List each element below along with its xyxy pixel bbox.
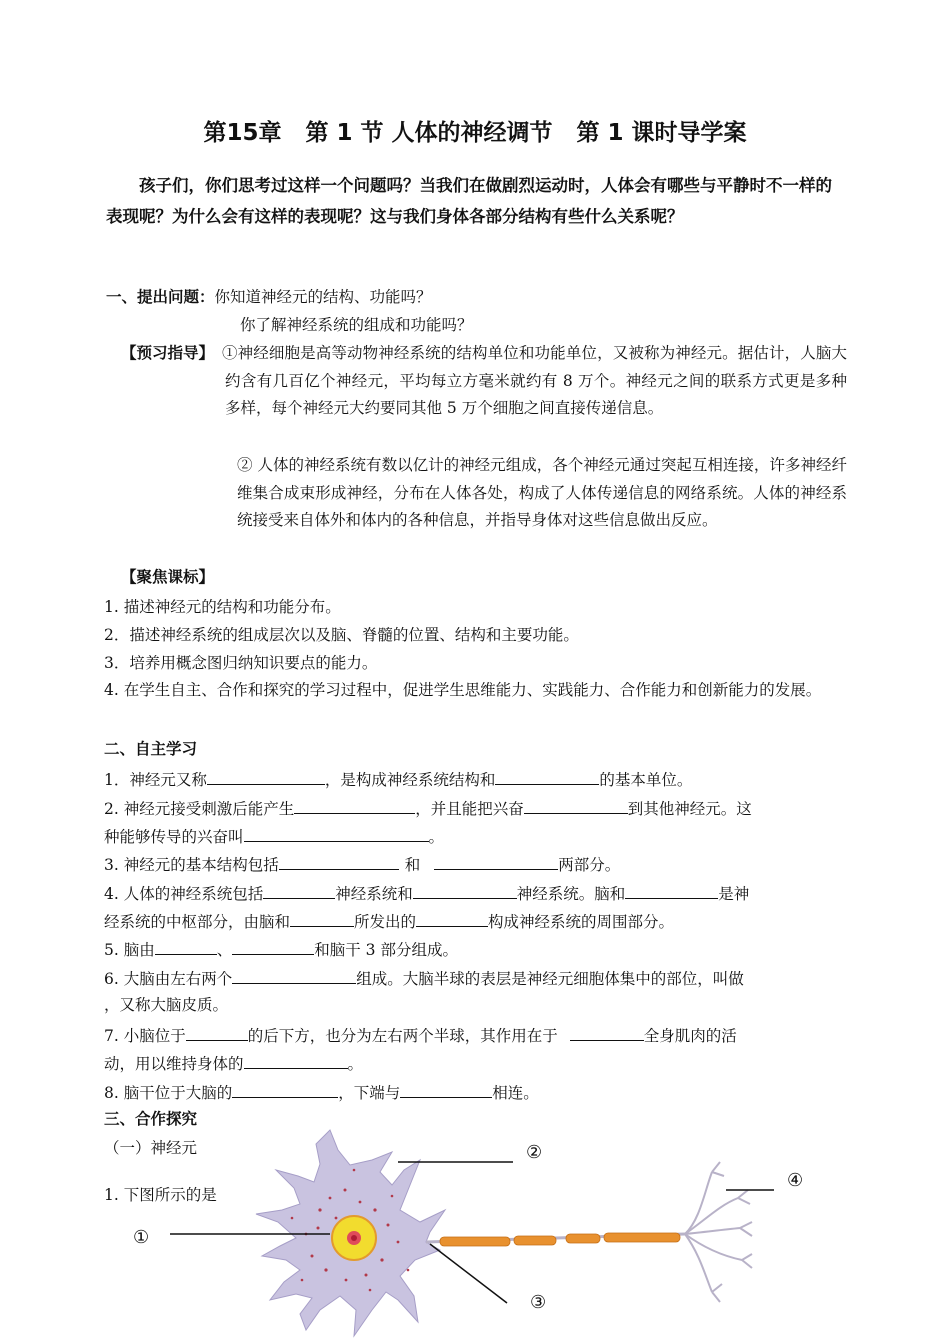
question-6-cont: ，又称大脑皮质。 bbox=[104, 996, 229, 1014]
answer-blank[interactable] bbox=[413, 882, 517, 899]
section1-question-row bbox=[106, 287, 432, 307]
question-4-cont: 经系统的中枢部分，由脑和 所发出的 构成神经系统的周围部分。 bbox=[104, 910, 674, 932]
section1-heading: 一、提出问题： bbox=[106, 288, 215, 306]
answer-blank[interactable] bbox=[244, 1052, 348, 1069]
label-2: ② bbox=[526, 1142, 543, 1163]
section1-q2: 你了解神经系统的组成和功能吗？ bbox=[240, 316, 473, 334]
label-1: ① bbox=[133, 1227, 150, 1248]
page-title bbox=[0, 114, 950, 147]
section3-subheading: （一）神经元 bbox=[104, 1139, 198, 1157]
preview-label: 【预习指导】 bbox=[121, 344, 215, 362]
preview-paragraph-1: ①神经细胞是高等动物神经系统的结构单位和功能单位，又被称为神经元。据估计，人脑大约含有几百亿个神经元，平均每立方毫米就约有 8 万个。神经元之间的联系方式更是多种多样，每个神经元大约要同其他 5 万个细胞之间直接传递信息。 bbox=[222, 344, 847, 417]
answer-blank[interactable] bbox=[400, 1081, 492, 1098]
answer-blank[interactable] bbox=[625, 882, 718, 899]
section-label: 第 1 节 人体的神经调节 bbox=[305, 120, 553, 146]
answer-blank[interactable] bbox=[434, 853, 558, 870]
question-8: 8. 脑干位于大脑的 ，下端与 相连。 bbox=[104, 1081, 539, 1103]
preview-paragraph-2: ② 人体的神经系统有数以亿计的神经元组成，各个神经元通过突起互相连接，许多神经纤维集合成束形成神经，分布在人体各处，构成了人体传递信息的网络系统。人体的神经系统接受来自体外和体内的各种信息，并指导身体对这些信息做出反应。 bbox=[237, 456, 847, 529]
answer-blank[interactable] bbox=[570, 1024, 644, 1041]
lesson-label: 第 1 课时导学案 bbox=[576, 120, 747, 146]
question-7-cont: 动，用以维持身体的 。 bbox=[104, 1052, 363, 1074]
chapter-label: 第15章 bbox=[203, 120, 282, 146]
question-7: 7. 小脑位于 的后下方，也分为左右两个半球，其作用在于 全身肌肉的活 bbox=[104, 1024, 737, 1046]
answer-blank[interactable] bbox=[263, 882, 335, 899]
label-4: ④ bbox=[787, 1170, 804, 1191]
section3-heading: 三、合作探究 bbox=[104, 1110, 198, 1128]
question-5: 5. 脑由 、 和脑干 3 部分组成。 bbox=[104, 938, 458, 960]
focus-item-2: 2．描述神经系统的组成层次以及脑、脊髓的位置、结构和主要功能。 bbox=[104, 626, 579, 644]
answer-blank[interactable] bbox=[244, 825, 429, 842]
question-2-cont: 种能够传导的兴奋叫 。 bbox=[104, 825, 444, 847]
focus-item-1: 1. 描述神经元的结构和功能分布。 bbox=[104, 598, 341, 616]
focus-item-4: 4. 在学生自主、合作和探究的学习过程中，促进学生思维能力、实践能力、合作能力和创新能力的发展。 bbox=[104, 681, 822, 699]
answer-blank[interactable] bbox=[495, 768, 599, 785]
answer-blank[interactable] bbox=[294, 797, 415, 814]
question-3: 3. 神经元的基本结构包括 和 两部分。 bbox=[104, 853, 620, 875]
question-2: 2. 神经元接受刺激后能产生 ，并且能把兴奋 到其他神经元。这 bbox=[104, 797, 752, 819]
answer-blank[interactable] bbox=[290, 910, 354, 927]
section3-question-1: 1. 下图所示的是 bbox=[104, 1186, 217, 1204]
answer-blank[interactable] bbox=[232, 1081, 338, 1098]
answer-blank[interactable] bbox=[279, 853, 399, 870]
question-4: 4. 人体的神经系统包括 神经系统和 神经系统。脑和 是神 bbox=[104, 882, 749, 904]
section2-heading: 二、自主学习 bbox=[104, 740, 198, 758]
question-1: 1．神经元又称 ，是构成神经系统结构和 的基本单位。 bbox=[104, 768, 692, 790]
answer-blank[interactable] bbox=[155, 938, 217, 955]
answer-blank[interactable] bbox=[207, 768, 325, 785]
focus-item-3: 3．培养用概念图归纳知识要点的能力。 bbox=[104, 654, 378, 672]
neuron-diagram bbox=[0, 1110, 950, 1342]
question-6: 6. 大脑由左右两个 组成。大脑半球的表层是神经元细胞体集中的部位，叫做 bbox=[104, 967, 744, 989]
axon-terminals bbox=[685, 1162, 752, 1302]
focus-label: 【聚焦课标】 bbox=[121, 568, 215, 586]
myelin-sheath bbox=[440, 1233, 680, 1246]
answer-blank[interactable] bbox=[416, 910, 488, 927]
section1-q1: 你知道神经元的结构、功能吗？ bbox=[214, 288, 432, 306]
intro-paragraph: 孩子们，你们思考过这样一个问题吗？当我们在做剧烈运动时，人体会有哪些与平静时不一样的表现呢？为什么会有这样的表现呢？这与我们身体各部分结构有些什么关系呢？ bbox=[106, 176, 832, 226]
label-3: ③ bbox=[530, 1292, 547, 1313]
answer-blank[interactable] bbox=[232, 967, 356, 984]
answer-blank[interactable] bbox=[524, 797, 628, 814]
answer-blank[interactable] bbox=[232, 938, 314, 955]
answer-blank[interactable] bbox=[186, 1024, 248, 1041]
